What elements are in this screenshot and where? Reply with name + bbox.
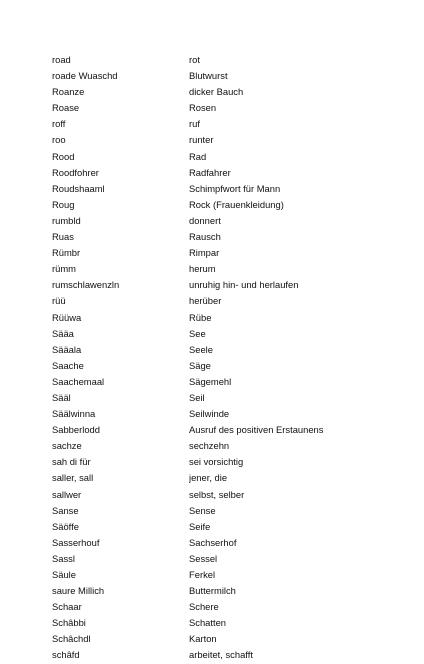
standard-german-meaning: Seife [189, 520, 211, 532]
glossary-entry [52, 519, 382, 535]
dialect-term: Roanze [52, 86, 85, 98]
dialect-term: Saache [52, 359, 84, 371]
standard-german-meaning: herum [189, 263, 216, 275]
standard-german-meaning: Sessel [189, 552, 218, 564]
dialect-term: Roudshaaml [52, 182, 105, 194]
dialect-term: Roodfohrer [52, 166, 99, 178]
dialect-term: rümm [52, 263, 76, 275]
dialect-term: Sääala [52, 343, 82, 355]
standard-german-meaning: Schatten [189, 617, 227, 629]
dialect-term: Säöffe [52, 520, 79, 532]
glossary-entry [52, 100, 382, 116]
glossary-entry [52, 213, 382, 229]
standard-german-meaning: See [189, 327, 206, 339]
glossary-entry [52, 229, 382, 245]
dialect-term: rüü [52, 295, 66, 307]
standard-german-meaning: sei vorsichtig [189, 456, 244, 468]
glossary-entry [52, 245, 382, 261]
standard-german-meaning: rot [189, 54, 200, 65]
glossary-entry [52, 277, 382, 293]
glossary-entry [52, 551, 382, 567]
glossary-entry [52, 165, 382, 181]
dialect-term: Sassl [52, 552, 75, 564]
glossary-entry [52, 374, 382, 390]
dialect-term: Ruas [52, 231, 74, 243]
glossary-entry [52, 342, 382, 358]
glossary-entry [52, 68, 382, 84]
standard-german-meaning: Sachserhof [189, 536, 237, 548]
dialect-term: Rood [52, 150, 75, 162]
dialect-term: sallwer [52, 488, 82, 500]
standard-german-meaning: runter [189, 134, 214, 146]
standard-german-meaning: jener, die [189, 472, 228, 484]
glossary-entry [52, 470, 382, 486]
glossary-list [52, 52, 382, 664]
standard-german-meaning: Sägemehl [189, 375, 232, 387]
glossary-entry [52, 326, 382, 342]
dialect-term: saller, sall [52, 472, 94, 484]
dialect-term: Roase [52, 102, 80, 114]
glossary-entry [52, 583, 382, 599]
glossary-entry [52, 293, 382, 309]
glossary-entry [52, 487, 382, 503]
standard-german-meaning: Säge [189, 359, 211, 371]
standard-german-meaning: unruhig hin- und herlaufen [189, 279, 299, 291]
glossary-entry [52, 84, 382, 100]
glossary-entry [52, 535, 382, 551]
dialect-term: roo [52, 134, 66, 146]
glossary-entry [52, 52, 382, 68]
dialect-term: Sabberlodd [52, 424, 100, 436]
standard-german-meaning: selbst, selber [189, 488, 245, 500]
glossary-entry [52, 406, 382, 422]
dialect-term: Rümbr [52, 247, 81, 259]
dialect-term: saure Millich [52, 585, 105, 597]
glossary-entry [52, 390, 382, 406]
dialect-term: Roug [52, 198, 75, 210]
glossary-entry [52, 438, 382, 454]
dialect-term: Schâbbi [52, 617, 86, 629]
glossary-entry [52, 181, 382, 197]
standard-german-meaning: Radfahrer [189, 166, 231, 178]
standard-german-meaning: herüber [189, 295, 222, 307]
standard-german-meaning: Schimpfwort für Mann [189, 182, 281, 194]
standard-german-meaning: Rimpar [189, 247, 220, 259]
standard-german-meaning: Rübe [189, 311, 212, 323]
dialect-term: rumschlawenzln [52, 279, 120, 291]
dialect-term: Sääl [52, 391, 71, 403]
glossary-entry [52, 503, 382, 519]
standard-german-meaning: dicker Bauch [189, 86, 244, 98]
dialect-term: roade Wuaschd [52, 70, 118, 82]
dialect-term: Säälwinna [52, 408, 96, 420]
dialect-term: Sasserhouf [52, 536, 100, 548]
standard-german-meaning: arbeitet, schafft [189, 649, 253, 661]
standard-german-meaning: Seele [189, 343, 213, 355]
dialect-term: Säule [52, 569, 76, 580]
glossary-entry [52, 631, 382, 647]
standard-german-meaning: Rausch [189, 231, 221, 243]
glossary-entry [52, 261, 382, 277]
dialect-term: schâfd [52, 649, 80, 661]
standard-german-meaning: Rock (Frauenkleidung) [189, 198, 284, 210]
standard-german-meaning: Blutwurst [189, 70, 228, 82]
glossary-entry [52, 197, 382, 213]
glossary-entry [52, 599, 382, 615]
dialect-term: sah di für [52, 456, 91, 468]
standard-german-meaning: Buttermilch [189, 585, 236, 597]
dialect-term: Rüüwa [52, 311, 82, 323]
standard-german-meaning: ruf [189, 118, 200, 130]
glossary-entry [52, 567, 382, 583]
glossary-entry [52, 615, 382, 631]
standard-german-meaning: Seil [189, 391, 205, 403]
standard-german-meaning: Ferkel [189, 569, 216, 580]
glossary-entry [52, 358, 382, 374]
glossary-entry [52, 149, 382, 165]
glossary-entry [52, 310, 382, 326]
glossary-entry [52, 454, 382, 470]
standard-german-meaning: Karton [189, 633, 217, 645]
dialect-term: Sanse [52, 504, 79, 516]
standard-german-meaning: donnert [189, 214, 221, 226]
standard-german-meaning: sechzehn [189, 440, 230, 452]
standard-german-meaning: Ausruf des positiven Erstaunens [189, 424, 324, 436]
glossary-entry [52, 132, 382, 148]
standard-german-meaning: Sense [189, 504, 216, 516]
dialect-term: Schaar [52, 601, 82, 613]
dialect-term: sachze [52, 440, 82, 452]
dialect-term: road [52, 54, 71, 65]
glossary-entry [52, 647, 382, 663]
dialect-term: Schâchdl [52, 633, 91, 645]
dialect-term: Sääa [52, 327, 74, 339]
glossary-entry [52, 116, 382, 132]
standard-german-meaning: Rosen [189, 102, 217, 114]
glossary-entry [52, 422, 382, 438]
standard-german-meaning: Schere [189, 601, 219, 613]
standard-german-meaning: Rad [189, 150, 207, 162]
standard-german-meaning: Seilwinde [189, 408, 230, 420]
dialect-term: roff [52, 118, 66, 130]
dialect-term: Saachemaal [52, 375, 105, 387]
dialect-term: rumbld [52, 214, 81, 226]
